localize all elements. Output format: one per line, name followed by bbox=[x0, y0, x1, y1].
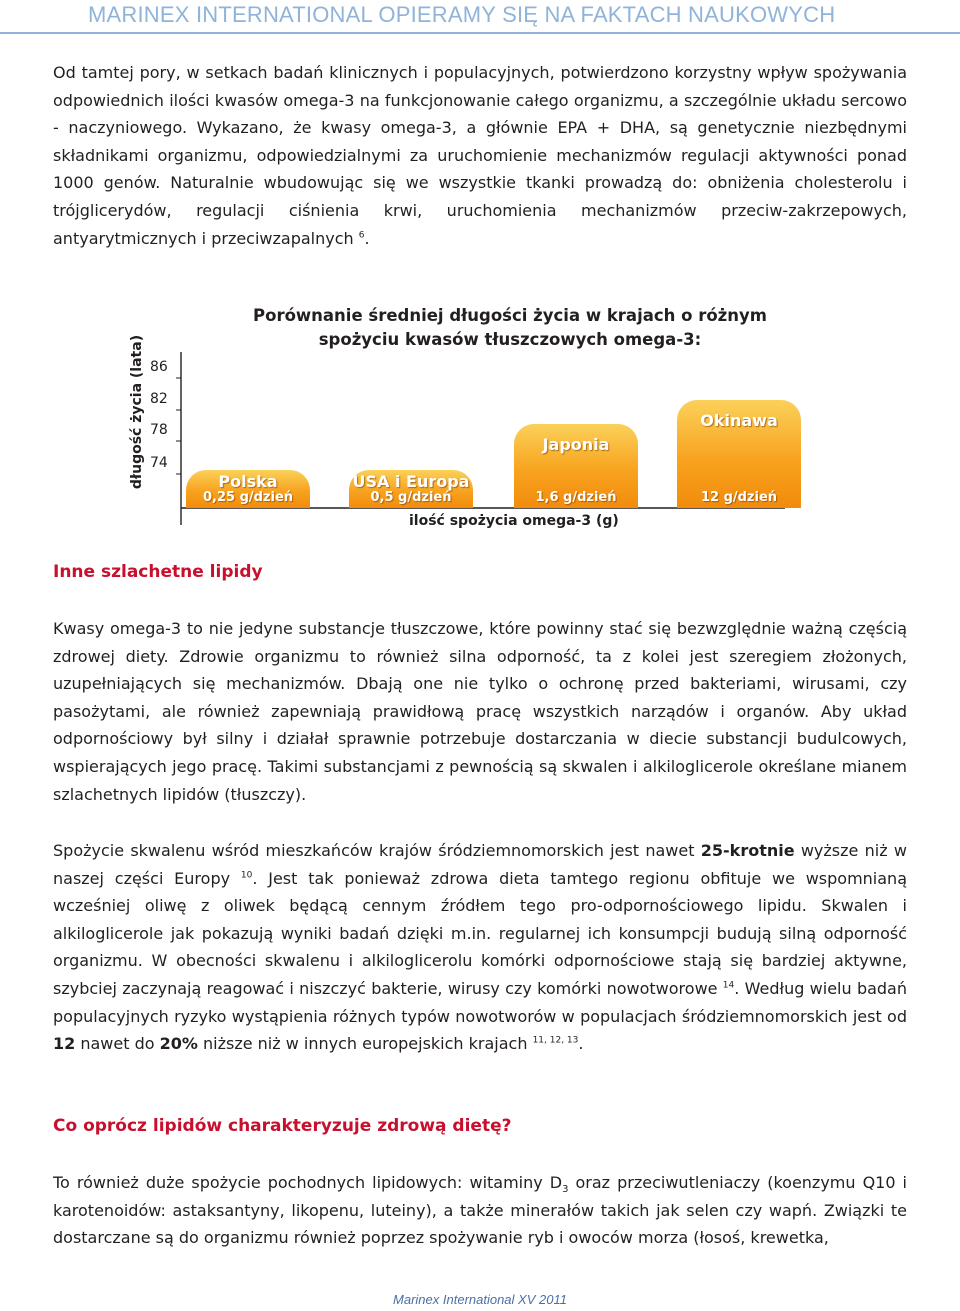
lipidy-paragraph-1: Kwasy omega-3 to nie jedyne substancje tłuszczowe, które powinny stać się bezwzględnie ważną częścią zdrowej diety. Zdrowie organizmu to również silna odporność, ta z kolei jest szeregiem złożonych, uzupełniających się mechanizmów. Dbają one nie tylko o ochronę przed bakteriami, wirusami, czy pasożytami, ale również zapewniają prawidłową pracę wszystkich narządów i organów. Aby układ odpornościowy był silny i działał sprawnie potrzebuje dostarczania w diecie substancji budulcowych, wspierających jego pracę. Takimi substancjami z pewnością są skwalen i alkiloglicerole określane mianem szlachetnych lipidów (tłuszczy). bbox=[53, 619, 907, 804]
chart-bar-usa-europa bbox=[349, 470, 473, 508]
chart-x-axis-label: ilość spożycia omega-3 (g) bbox=[409, 513, 619, 529]
intro-text: Od tamtej pory, w setkach badań klinicznych i populacyjnych, potwierdzono korzystny wpływ spożywania odpowiednich ilości kwasów omega-3 na funkcjonowanie całego organizmu, a szczególnie układu sercowo - naczyniowego. Wykazano, że kwasy omega-3, a głównie EPA + DHA, są genetycznie niezbędnymi składnikami organizmu, odpowiedzialnymi za uruchomienie mechanizmów regulacji aktywności ponad 1000 genów. Naturalnie wbudowując się we wszystkie tkanki prowadzą do: obniżenia cholesterolu i trójglicerydów, regulacji ciśnienia krwi, uruchomienia mechanizmów przeciw-zakrzepowych, antyarytmicznych i przeciwzapalnych bbox=[53, 63, 907, 248]
p2-text: nawet do bbox=[75, 1034, 160, 1054]
chart-y-tick: 78 bbox=[150, 422, 168, 438]
p2-text: . Według wielu badań populacyjnych ryzyko wystąpienia różnych typów nowotworów w populacjach śródziemnomorskich jest od bbox=[53, 978, 907, 1026]
p2-bold: 12 bbox=[53, 1034, 76, 1054]
chart-y-axis-label-text: długość życia (lata) bbox=[129, 334, 145, 490]
chart-bar-value: 0,5 g/dzień bbox=[370, 490, 452, 505]
chart-bar-value: 1,6 g/dzień bbox=[535, 489, 617, 505]
chart-title: Porównanie średniej długości życia w krajach o różnym spożyciu kwasów tłuszczowych omega-3: bbox=[253, 306, 767, 349]
dieta-subscript: 3 bbox=[562, 1184, 569, 1196]
chart-y-tick: 86 bbox=[150, 359, 168, 375]
section-heading-lipidy: Inne szlachetne lipidy bbox=[53, 562, 263, 582]
section-heading-dieta: Co oprócz lipidów charakteryzuje zdrową dietę? bbox=[53, 1116, 512, 1136]
chart-bar-label: Okinawa bbox=[700, 410, 778, 430]
lipidy-paragraph-2 bbox=[53, 837, 907, 1058]
chart-y-tick: 74 bbox=[150, 455, 168, 471]
p2-text: Spożycie skwalenu wśród mieszkańców krajów śródziemnomorskich jest nawet bbox=[53, 841, 701, 860]
p2-reference: 14 bbox=[722, 980, 735, 991]
chart-bar-label: Japonia bbox=[542, 434, 610, 454]
chart-y-tick: 82 bbox=[150, 391, 168, 407]
dieta-text: To również duże spożycie pochodnych lipidowych: witaminy D bbox=[53, 1173, 563, 1192]
page-footer: Marinex International XV 2011 bbox=[393, 1292, 567, 1307]
p2-reference: 11, 12, 13 bbox=[532, 1035, 579, 1046]
header-title: MARINEX INTERNATIONAL OPIERAMY SIĘ NA FAKTACH NAUKOWYCH bbox=[88, 2, 836, 27]
p2-text: wyższe niż w naszej części Europy bbox=[53, 841, 907, 888]
intro-reference: 6 bbox=[358, 230, 365, 241]
p2-text: . Jest tak ponieważ zdrowa dieta tamtego regionu obfituje we wspomnianą wcześniej oliwę z oliwek będącą cennym źródłem tego pro-odpornościowego lipidu. Skwalen i alkiloglicerole jak pokazują wyniki badań dzięki m.in. regularnej ich konsumpcji budują silną odporność organizmu. W obecności skwalenu i alkiloglicerolu komórki odpornościowe stają się bardziej aktywne, szybciej zaczynają reagować i niszczyć bakterie, wirusy czy komórki nowotworowe bbox=[53, 868, 908, 998]
intro-end: . bbox=[364, 228, 370, 248]
chart-axes bbox=[0, 0, 960, 540]
chart-bar-value: 12 g/dzień bbox=[700, 489, 778, 505]
chart-bar-japonia bbox=[514, 424, 638, 508]
chart-bar-value: 0,25 g/dzień bbox=[202, 490, 294, 505]
dieta-text: oraz przeciwutleniaczy (koenzymu Q10 i karotenoidów: astaksantyny, likopenu, luteiny), a także minerałów takich jak selen czy wapń. Związki te dostarczane są do organizmu również poprzez spożywanie ryb i owoców morza (łosoś, krewetka, bbox=[53, 1173, 907, 1248]
chart-bar-polska bbox=[186, 470, 310, 508]
p2-bold: 25-krotnie bbox=[700, 841, 795, 860]
dieta-paragraph bbox=[53, 1169, 907, 1252]
chart-bar-label: Polska bbox=[218, 472, 278, 491]
chart-bar-okinawa bbox=[677, 400, 801, 508]
p2-text: niższe niż w innych europejskich krajach bbox=[197, 1034, 533, 1054]
chart-bar-label: USA i Europa bbox=[352, 472, 470, 491]
p2-bold: 20% bbox=[159, 1034, 198, 1054]
p2-reference: 10 bbox=[240, 870, 253, 881]
p2-text: . bbox=[578, 1034, 584, 1054]
